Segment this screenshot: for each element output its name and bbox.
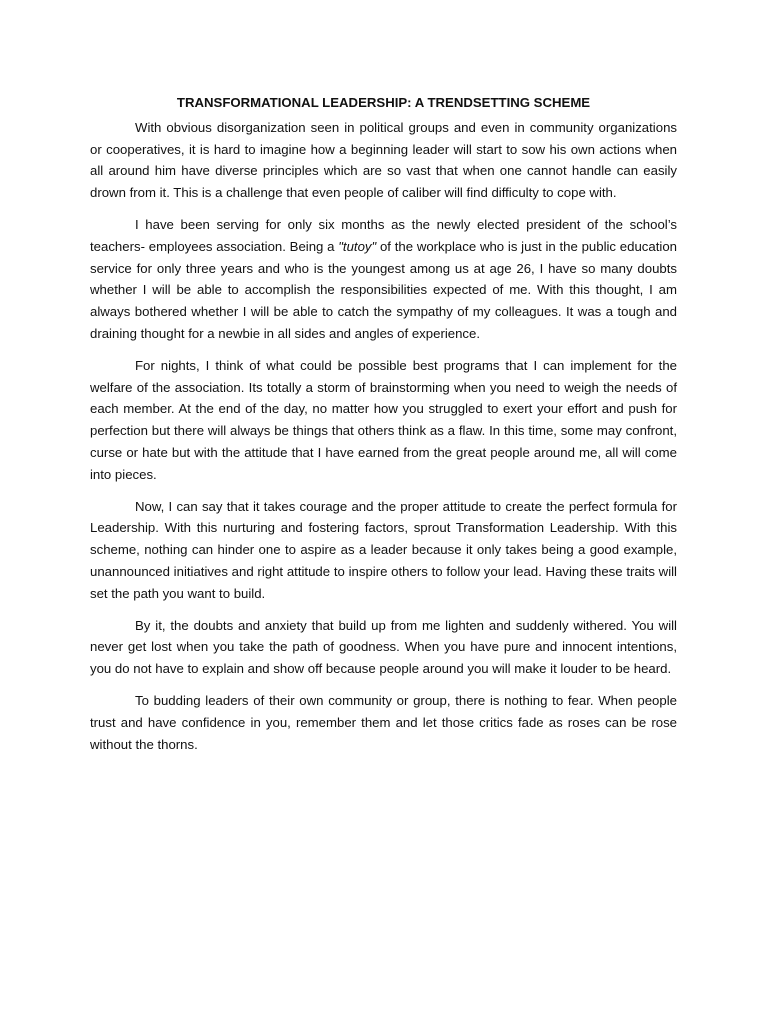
paragraph-4: Now, I can say that it takes courage and the proper attitude to create the perfect formula for Leadership. With this nurturing and fostering factors, sprout Transformation Leadership. With this scheme, nothing can hinder one to aspire as a leader because it only takes being a good example, unannounced initiatives and right attitude to inspire others to follow your lead. Having these traits will set the path you want to build. [90,498,677,601]
document-title: TRANSFORMATIONAL LEADERSHIP: A TRENDSETTING SCHEME [176,95,591,110]
paragraph-5: By it, the doubts and anxiety that build up from me lighten and suddenly withered. You will never get lost when you take the path of goodness. When you have pure and innocent intentions, you do not have to explain and show off because people around you will make it louder to be heard. [90,617,677,677]
document-body [90,92,677,765]
paragraph-2-text-end: of the workplace who is just in the public education service for only three years and who is the youngest among us at age 26, I have so many doubts whether I will be able to accomplish the responsibilities expected of me. With this thought, I am always bothered whether I will be able to catch the sympathy of my colleagues. It was a tough and draining thought for a newbie in all sides and angles of experience. [90,238,677,341]
paragraph-3: For nights, I think of what could be possible best programs that I can implement for the welfare of the association. Its totally a storm of brainstorming when you need to weigh the needs of each member. At the end of the day, no matter how you struggled to exert your effort and push for perfection but there will always be things that others think as a flaw. In this time, some may confront, curse or hate but with the attitude that I have earned from the great people around me, all will come into pieces. [90,357,677,482]
paragraph-6: To budding leaders of their own community or group, there is nothing to fear. When people trust and have confidence in you, remember them and let those critics fade as roses can be rose without the thorns. [90,692,677,752]
paragraph-2 [90,214,677,345]
paragraph-1: With obvious disorganization seen in political groups and even in community organizations or cooperatives, it is hard to imagine how a beginning leader will start to sow his own actions when all around him have diverse principles which are so vast that when one cannot handle can easily drown from it. This is a challenge that even people of caliber will find difficulty to cope with. [90,119,677,201]
tutoy-term: "tutoy" [338,238,377,254]
paragraph-2-text-start: I have been serving for only six months as the newly elected president of the school’s teachers- employees association. Being a [90,216,677,254]
